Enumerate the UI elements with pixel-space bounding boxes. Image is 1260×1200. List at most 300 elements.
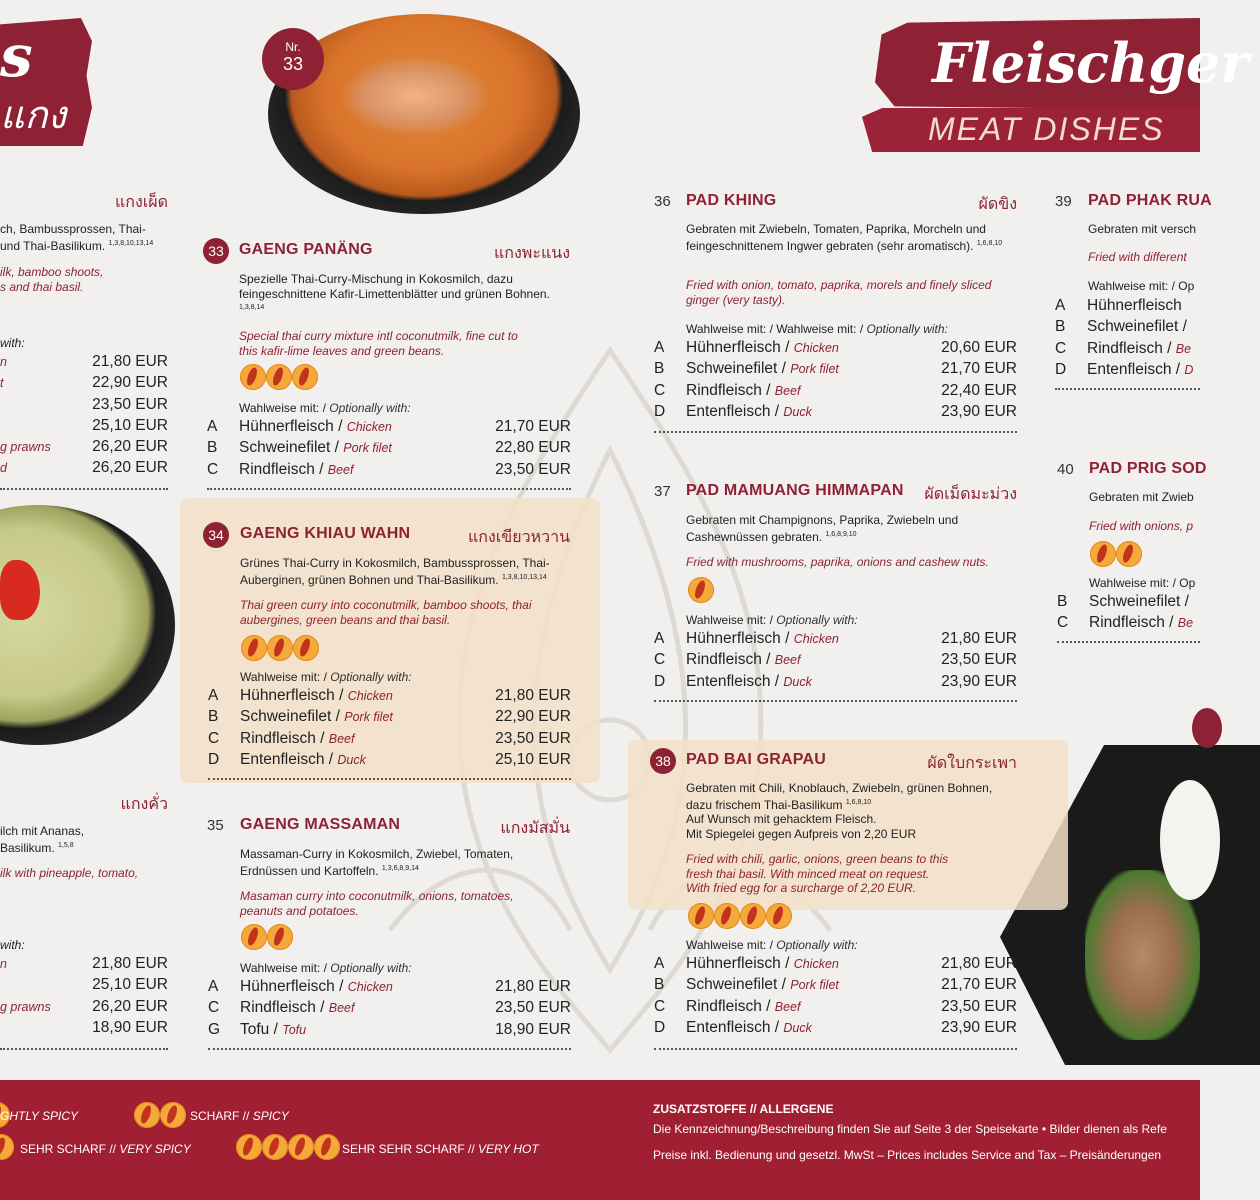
menu-option-row[interactable] [654,360,1017,381]
left-with-2: with: [0,938,25,952]
nr-badge [262,28,324,90]
dish-34-options [208,687,571,772]
option-code: C [654,651,666,669]
chili-icon [714,903,740,929]
option-name-de: Hühnerfleisch [686,339,781,356]
option-name-en: Beef [327,462,354,477]
menu-option-row[interactable] [1057,614,1200,635]
dish-thai-name: แกงพะแนง [493,245,570,262]
option-name [686,998,800,1016]
option-name [240,999,354,1017]
option-name-de: Schweinefilet [240,708,332,726]
option-price: 25,10 EUR [495,750,571,768]
chili-icon [160,1102,186,1128]
option-name-de: Rindfleisch [686,651,762,669]
price-note: Preise inkl. Bedienung und gesetzl. MwSt – Prices includes Service and Tax – Preisänderungen [653,1148,1162,1162]
dish-description: Gebraten mit versch [1088,222,1197,236]
option-name-en: Duck [337,752,366,767]
option-price: 23,90 EUR [941,672,1017,690]
menu-option-row[interactable] [654,673,1017,694]
option-name [1087,318,1187,336]
option-price: 23,50 EUR [495,729,571,747]
menu-option-row[interactable]: 18,90 EUR [92,1018,168,1036]
menu-option-row[interactable]: 25,10 EUR [92,976,168,994]
option-price: 23,50 EUR [941,997,1017,1015]
option-name-en: Chicken [347,980,393,994]
option-name-en: Duck [783,674,812,689]
option-label: Wahlweise mit: / Op [1088,279,1195,293]
right-title-text: Fleischger [932,31,1249,95]
dish-description: Spezielle Thai-Curry-Mischung in Kokosmilch, dazu feingeschnittene Kafir-Limettenblätter und grünen Bohnen. $^{1,3,8,14}$ [239,272,550,311]
menu-option-row[interactable] [654,630,1017,651]
dish-number: 40 [1057,461,1074,478]
dish-description-en: Masaman curry into coconutmilk, onions, tomatoes, peanuts and potatoes. [240,889,514,918]
separator: / [315,729,329,747]
menu-option-row[interactable] [654,998,1017,1019]
option-name-en: Chicken [347,689,393,703]
dish-title: PAD KHING [686,192,777,209]
option-name-de: Entenfleisch [240,750,325,768]
separator: / [333,418,347,435]
dish-thai-name: แกงเขียวหวาน [467,529,570,546]
spice-level-3 [240,364,318,390]
separator: / [770,402,784,420]
dish-39-badge [1192,708,1222,748]
option-name-de: Rindfleisch / [1089,614,1174,632]
option-name [686,403,812,421]
option-price: 20,60 EUR [941,339,1017,356]
menu-option-row[interactable] [208,999,571,1020]
option-label: Wahlweise mit: / Optionally with: [686,938,858,952]
option-name-en: Be [1177,616,1194,631]
option-name-en: Tofu [282,1022,307,1037]
dish-title: GAENG PANÄNG [239,241,373,258]
dish-description: Grünes Thai-Curry in Kokosmilch, Bambussprossen, Thai-Auberginen, grünen Bohnen und Thai-Basilikum. $^{1,3,8,10,13,14}$ [240,556,550,587]
option-name-de: Rindfleisch [240,729,316,747]
option-name [240,1021,306,1039]
chili-icon [688,903,714,929]
option-name-en: Duck [783,1020,812,1035]
separator: / [324,750,338,768]
option-name [686,673,812,691]
option-name-de: Hühnerfleisch [686,630,781,647]
option-name [686,976,839,994]
separator: / [334,687,348,704]
option-name-de: Hühnerfleisch [686,955,781,972]
option-name-en: Beef [774,653,801,668]
nr-value: 33 [282,54,304,74]
chili-icon [267,924,293,950]
option-name-en: Chicken [793,632,839,646]
option-code: C [208,999,220,1017]
option-name-en: Beef [774,383,801,398]
chili-icon [241,924,267,950]
dish-35-options [208,978,571,1042]
left-en-1: ilk, bamboo shoots, s and thai basil. [0,265,104,294]
menu-option-row[interactable] [654,339,1017,360]
spice-legend-2 [134,1102,186,1128]
option-name [686,339,839,357]
dish-description: Gebraten mit Chili, Knoblauch, Zwiebeln, grünen Bohnen, dazu frischem Thai-Basilikum $^{1,6,8,10}$ Auf Wunsch mit gehacktem Fleisch. Mit Spiegelei gegen Aufpreis von 2,20 EUR [686,781,993,841]
option-name [1087,297,1182,315]
option-price: 21,70 EUR [941,976,1017,994]
option-price: 21,80 EUR [495,687,571,704]
option-price: 22,80 EUR [495,439,571,457]
option-name [239,418,392,436]
menu-option-row[interactable]: 23,50 EUR [92,395,168,413]
left-rows-2 [0,955,168,1040]
chili-icon [236,1134,262,1160]
option-price: 23,50 EUR [495,999,571,1017]
option-price: 23,50 EUR [941,651,1017,669]
curry-bowl-garnish [340,56,490,136]
dish-40-options [1057,593,1200,636]
menu-option-row[interactable] [208,1021,571,1042]
dish-title: PAD PHAK RUA [1088,192,1212,209]
option-code: D [654,672,666,690]
chili-icon [1116,541,1142,567]
option-name [240,730,354,748]
nr-label: Nr. [285,40,301,54]
left-desc-2: ilch mit Ananas, Basilikum. $^{1,5,8}$ [0,824,85,855]
divider [207,488,571,490]
chili-icon [688,577,714,603]
option-price: 23,50 EUR [495,460,571,478]
option-code: A [208,978,219,995]
option-price: 23,90 EUR [941,402,1017,420]
option-name-de: Rindfleisch / [1087,339,1172,357]
option-code: C [654,997,666,1015]
chili-icon [240,364,266,390]
divider [654,1048,1017,1050]
spice-level-4 [688,903,792,929]
option-code: B [1055,318,1066,336]
option-name-en: D [1184,362,1194,377]
option-name [240,708,393,726]
menu-option-row[interactable] [654,955,1017,976]
option-name-de: Schweinefilet / [1089,593,1189,610]
dish-description: Gebraten mit Champignons, Paprika, Zwiebeln und Cashewnüssen gebraten. $^{1,6,8,9,10}$ [686,513,959,544]
left-thai-1: แกงเผ็ด [114,194,168,211]
left-rows-1 [0,353,168,481]
dish-title: PAD BAI GRAPAU [686,751,826,768]
menu-option-row[interactable]: n 21,80 EUR [0,955,168,972]
allergen-title: ZUSATZSTOFFE // ALLERGENE [653,1102,834,1116]
option-name-de: Rindfleisch [686,381,762,399]
dish-title: GAENG KHIAU WAHN [240,525,411,542]
menu-option-row[interactable] [654,403,1017,424]
dish-description-en: Thai green curry into coconutmilk, bamboo shoots, thai aubergines, green beans and thai basil. [240,598,532,627]
spice-level-1 [688,577,714,603]
rice-image [1160,780,1220,900]
menu-option-row[interactable]: g prawns 26,20 EUR [0,997,168,1015]
menu-option-row[interactable] [208,978,571,999]
separator: / [314,460,328,478]
dish-number-badge: 38 [650,748,676,774]
dish-39-options [1055,297,1200,382]
chili-icon [266,364,292,390]
menu-option-row[interactable]: 25,10 EUR [92,416,168,434]
option-label: Wahlweise mit: / Wahlweise mit: / Optionally with: [686,322,948,336]
separator: / [770,1018,784,1036]
dish-description-en: Fried with mushrooms, paprika, onions and cashew nuts. [686,555,989,569]
dish-title: PAD PRIG SOD [1089,460,1207,477]
divider [0,1048,168,1050]
dish-description-en: Fried with onion, tomato, paprika, morels and finely sliced ginger (very tasty). [686,278,992,307]
option-code: D [654,402,666,420]
option-name-de: Schweinefilet / [1087,318,1187,336]
allergen-text: Die Kennzeichnung/Beschreibung finden Sie auf Seite 3 der Speisekarte • Bilder dienen als Refe [653,1122,1167,1136]
option-code: D [654,1018,666,1036]
separator: / [777,360,791,378]
legend-very-hot: SEHR SEHR SCHARF // VERY HOT [342,1142,539,1156]
footer-bar [0,1080,1200,1200]
menu-option-row[interactable] [207,461,571,482]
dish-description: Gebraten mit Zwieb [1089,490,1194,504]
separator: / [777,976,791,994]
option-code: C [208,729,220,747]
left-title-thai: แกง [0,95,67,137]
dish-38-options [654,955,1017,1040]
option-code: C [1057,614,1069,632]
chili-icon [288,1134,314,1160]
option-code: B [207,439,218,457]
green-curry-image [0,505,175,745]
option-code: B [1057,593,1068,610]
chili-icon [766,903,792,929]
option-name [1087,361,1193,379]
dish-number-badge: 34 [203,522,229,548]
option-name-en: Chicken [793,957,839,971]
divider [208,1048,571,1050]
dish-number: 36 [654,193,671,210]
chili-icon [134,1102,160,1128]
menu-option-row[interactable] [207,418,571,439]
option-price: 21,70 EUR [495,418,571,435]
option-name-de: Tofu [240,1020,270,1038]
separator: / [269,1020,283,1038]
option-code: A [207,418,218,435]
option-name-en: Duck [783,404,812,419]
option-name-de: Rindfleisch [686,997,762,1015]
dish-thai-name: ผัดใบกระเพา [927,755,1017,772]
option-name-de: Entenfleisch [686,672,771,690]
option-price: 18,90 EUR [495,1020,571,1038]
menu-option-row[interactable]: t 22,90 EUR [0,374,168,392]
menu-option-row[interactable] [654,976,1017,997]
dish-description: Massaman-Curry in Kokosmilch, Zwiebel, Tomaten, Erdnüssen und Kartoffeln. $^{1,3,6,8,9,14}$ [240,847,514,878]
separator: / [780,339,794,356]
right-subtitle-text: MEAT DISHES [928,111,1165,147]
menu-option-row[interactable] [654,1019,1017,1040]
menu-option-row[interactable] [1057,593,1200,614]
menu-option-row[interactable] [208,687,571,708]
separator: / [770,672,784,690]
separator: / [761,651,775,669]
divider [654,700,1017,702]
divider [654,431,1017,433]
option-name-en: Beef [328,1001,355,1016]
option-code: C [207,460,219,478]
dish-title: GAENG MASSAMAN [240,816,401,833]
option-code: A [654,339,665,356]
option-name-en: Pork filet [790,978,839,993]
separator: / [761,381,775,399]
option-name-de: Entenfleisch [686,402,771,420]
left-desc-1: ch, Bambussprossen, Thai- und Thai-Basilikum. $^{1,3,8,10,13,14}$ [0,222,154,253]
option-price: 21,80 EUR [941,955,1017,972]
option-name [686,382,800,400]
option-code: G [208,1020,221,1038]
chili-icon [740,903,766,929]
separator: / [761,997,775,1015]
dish-number: 35 [207,817,224,834]
separator: / [334,978,348,995]
option-price: 23,90 EUR [941,1018,1017,1036]
chili-icon [293,635,319,661]
option-name [239,461,353,479]
option-code: A [654,955,665,972]
menu-option-row[interactable] [1055,318,1200,339]
spice-level-2 [1090,541,1142,567]
divider [1057,641,1200,643]
dish-36-options [654,339,1017,424]
separator: / [330,439,344,457]
option-code: D [1055,360,1067,378]
option-name-de: Schweinefilet [239,439,331,457]
dish-thai-name: แกงมัสมั่น [500,820,570,837]
chili-icon [267,635,293,661]
menu-option-row[interactable]: g prawns 26,20 EUR [0,438,168,456]
option-name-de: Rindfleisch [239,460,315,478]
option-label: Wahlweise mit: / Optionally with: [240,670,412,684]
option-name-de: Hühnerfleisch [240,687,335,704]
option-code: B [208,708,219,726]
option-name-de: Hühnerfleisch [1087,297,1182,314]
chili-icon [314,1134,340,1160]
option-name-en: Be [1175,341,1192,356]
menu-option-row[interactable] [208,708,571,729]
option-name-de: Entenfleisch / [1087,360,1181,378]
spice-level-2 [241,924,293,950]
option-code: B [654,976,665,994]
option-name [686,651,800,669]
option-name-de: Entenfleisch [686,1018,771,1036]
option-name [686,955,839,973]
option-name-en: Beef [328,731,355,746]
option-price: 21,80 EUR [495,978,571,995]
option-name-de: Schweinefilet [686,976,778,994]
option-name [686,1019,812,1037]
dish-37-options [654,630,1017,694]
menu-option-row[interactable] [207,439,571,460]
option-name [1089,614,1193,632]
legend-slightly-spicy: GHTLY SPICY [0,1109,79,1123]
option-name-en: Pork filet [343,441,392,456]
option-label: Wahlweise mit: / Op [1089,576,1196,590]
separator: / [331,708,345,726]
option-name [240,687,393,705]
left-with-1: with: [0,336,25,350]
option-label: Wahlweise mit: / Optionally with: [240,961,412,975]
menu-option-row[interactable] [1055,297,1200,318]
dish-description-en: Fried with onions, p [1089,519,1194,533]
separator: / [780,630,794,647]
dish-description-en: Special thai curry mixture intl coconutmilk, fine cut to this kafir-lime leaves and green beans. [239,329,518,358]
option-name-de: Rindfleisch [240,999,316,1017]
option-name [1087,340,1191,358]
option-name-en: Pork filet [790,362,839,377]
option-name-en: Chicken [346,420,392,434]
divider [208,778,571,780]
spice-legend-4 [236,1134,340,1160]
option-code: B [654,360,665,378]
option-name-en: Pork filet [344,710,393,725]
dish-number: 39 [1055,193,1072,210]
option-name [239,439,392,457]
left-en-2: ilk with pineapple, tomato, [0,866,139,880]
dish-thai-name: ผัดเม็ดมะม่วง [924,486,1017,503]
separator: / [315,999,329,1017]
chili-icon [241,635,267,661]
option-name-en: Beef [774,999,801,1014]
chili-icon [292,364,318,390]
menu-option-row[interactable]: n 21,80 EUR [0,353,168,370]
option-name [240,751,366,769]
menu-option-row[interactable] [654,382,1017,403]
option-name-de: Hühnerfleisch [240,978,335,995]
spice-legend-3 [0,1134,14,1160]
menu-option-row[interactable] [208,730,571,751]
dish-number: 37 [654,483,671,500]
legend-very-spicy: SEHR SCHARF // VERY SPICY [20,1142,191,1156]
chili-icon [0,1134,14,1160]
option-label: Wahlweise mit: / Optionally with: [686,613,858,627]
chili-icon [262,1134,288,1160]
menu-option-row[interactable] [654,651,1017,672]
option-label: Wahlweise mit: / Optionally with: [239,401,411,415]
option-price: 21,70 EUR [941,360,1017,378]
option-name-en: Chicken [793,341,839,355]
option-price: 22,40 EUR [941,381,1017,399]
option-name [1089,593,1189,611]
menu-option-row[interactable]: d 26,20 EUR [0,459,168,477]
option-name [686,360,839,378]
dish-33-options [207,418,571,482]
menu-option-row[interactable] [1055,340,1200,361]
option-price: 22,90 EUR [495,708,571,726]
divider [0,488,168,490]
menu-option-row[interactable] [1055,361,1200,382]
option-code: D [208,750,220,768]
separator: / [780,955,794,972]
dish-thai-name: ผัดขิง [978,196,1017,213]
spice-level-3 [241,635,319,661]
option-code: C [1055,339,1067,357]
left-thai-2: แกงคั่ว [120,796,168,813]
option-code: A [208,687,219,704]
option-name-de: Schweinefilet [686,360,778,378]
left-title-text: s [0,22,33,90]
dish-description: Gebraten mit Zwiebeln, Tomaten, Paprika, Morcheln und feingeschnittenem Ingwer gebraten (sehr aromatisch). $^{1,6,8,10}$ [686,222,1003,253]
dish-number-badge: 33 [203,238,229,264]
menu-option-row[interactable] [208,751,571,772]
chili-icon [1090,541,1116,567]
option-name [686,630,839,648]
option-price: 21,80 EUR [941,630,1017,647]
option-name-de: Hühnerfleisch [239,418,334,435]
dish-title: PAD MAMUANG HIMMAPAN [686,482,904,499]
